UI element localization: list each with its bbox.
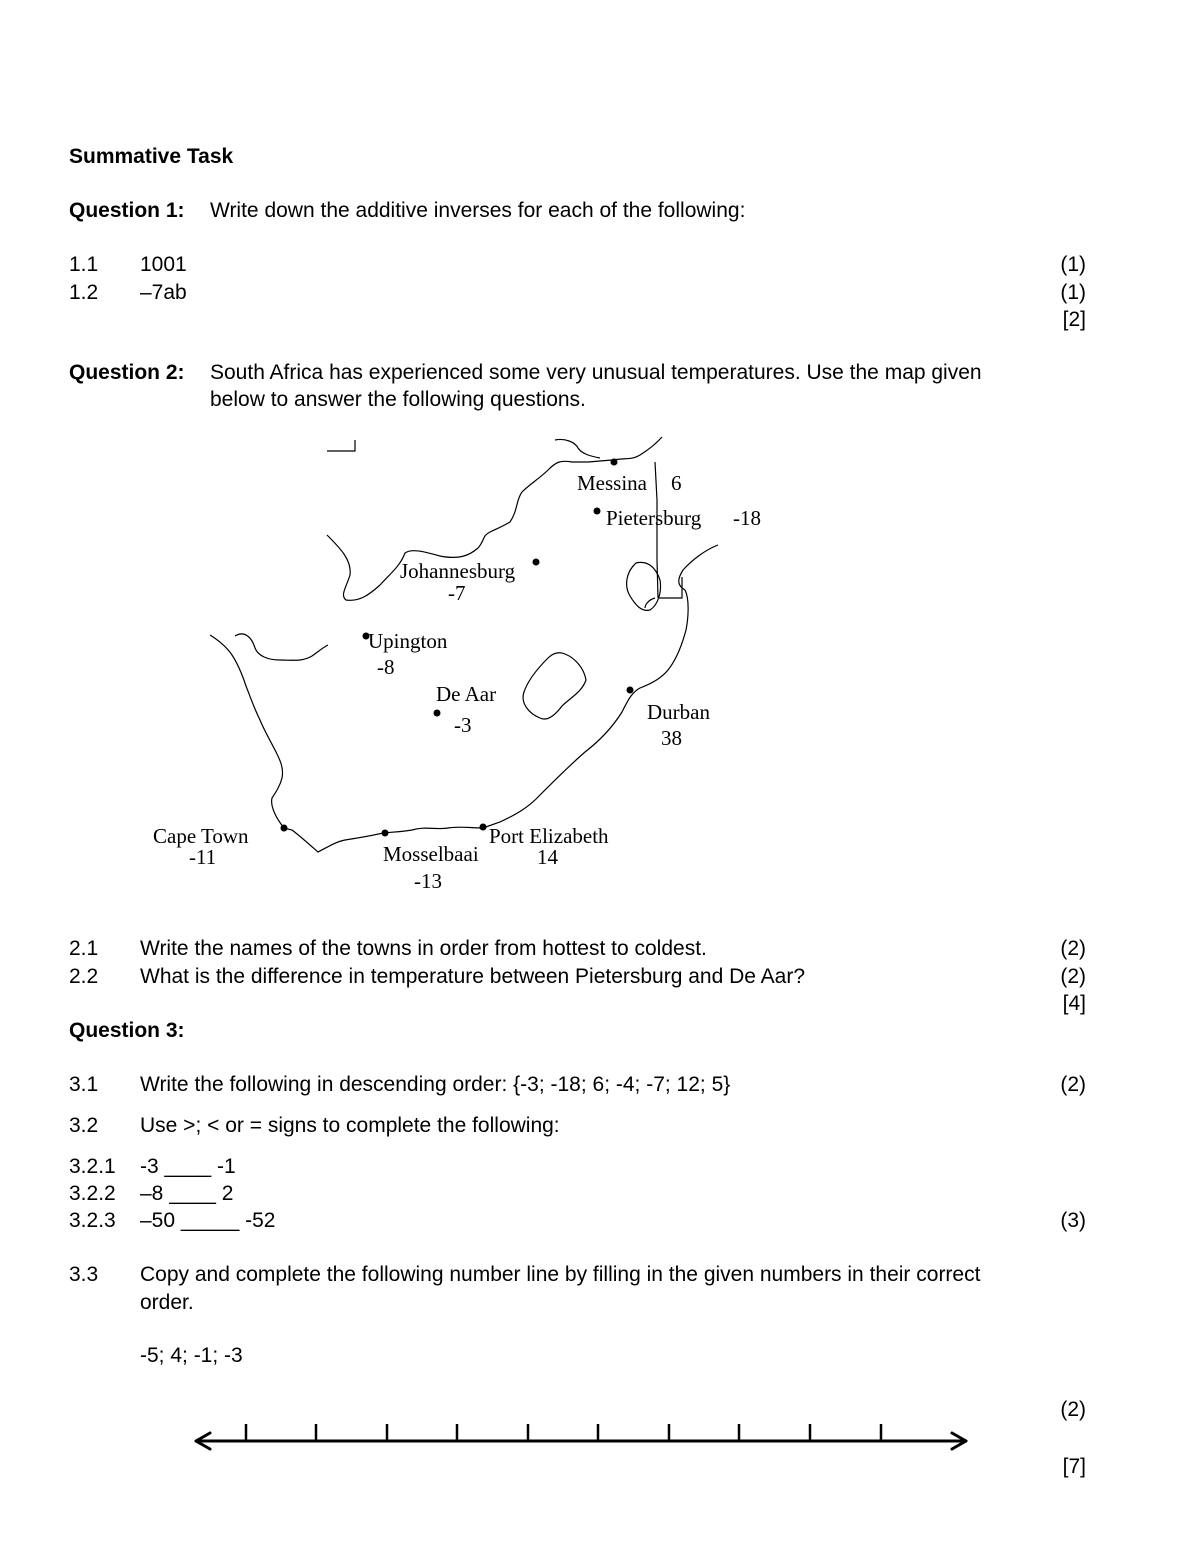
q2-item-1-text: Write the names of the towns in order from hottest to coldest. — [140, 937, 707, 960]
town-temp-cape-town: -11 — [189, 845, 217, 869]
q1-item-1-marks: (1) — [1060, 253, 1086, 276]
town-name-durban: Durban — [647, 700, 710, 724]
q1-text: Write down the additive inverses for each of the following: — [210, 199, 746, 222]
q3-sub-marks: (3) — [1060, 1209, 1086, 1232]
q3-item-1-marks: (2) — [1060, 1073, 1086, 1096]
town-temp-mosselbaai: -13 — [414, 869, 442, 893]
lesotho — [523, 653, 586, 719]
map-corner-mark — [327, 440, 355, 451]
q3-item-3-marks: (2) — [1060, 1398, 1086, 1421]
town-temp-upington: -8 — [377, 655, 395, 679]
q2-text-line2: below to answer the following questions. — [210, 388, 586, 411]
town-dot-messina — [611, 459, 618, 466]
q1-item-1-text: 1001 — [140, 253, 187, 276]
q2-item-1-marks: (2) — [1060, 937, 1086, 960]
town-dot-johannesburg — [533, 559, 540, 566]
town-name-pietersburg: Pietersburg — [606, 506, 702, 530]
q2-item-2-num: 2.2 — [69, 965, 99, 988]
q1-item-2-num: 1.2 — [69, 281, 99, 304]
q1-item-2-marks: (1) — [1060, 281, 1086, 304]
q3-sub-3-num: 3.2.3 — [69, 1209, 116, 1232]
town-dot-port-elizabeth — [480, 824, 487, 831]
town-name-de-aar: De Aar — [436, 682, 497, 706]
q3-item-1-num: 3.1 — [69, 1073, 99, 1096]
town-temp-messina: 6 — [671, 471, 682, 495]
page-title: Summative Task — [69, 145, 234, 168]
q3-item-3-text-line1: Copy and complete the following number line by filling in the given numbers in their correct — [140, 1263, 981, 1286]
town-name-upington: Upington — [368, 629, 448, 653]
q2-text-line1: South Africa has experienced some very unusual temperatures. Use the map given — [210, 361, 982, 384]
number-line-ticks — [246, 1424, 881, 1441]
town-temp-de-aar: -3 — [454, 713, 472, 737]
q1-label: Question 1: — [69, 199, 185, 222]
town-name-johannesburg: Johannesburg — [400, 559, 516, 583]
map-outline — [210, 437, 718, 852]
q1-item-1-num: 1.1 — [69, 253, 99, 276]
town-name-messina: Messina — [577, 471, 647, 495]
south-africa-map — [140, 430, 780, 900]
q3-sub-3-text: –50 _____ -52 — [140, 1209, 276, 1232]
q3-sub-1-text: -3 ____ -1 — [140, 1155, 236, 1178]
town-temp-durban: 38 — [661, 726, 682, 750]
q2-total: [4] — [1062, 992, 1086, 1015]
q2-item-2-text: What is the difference in temperature between Pietersburg and De Aar? — [140, 965, 805, 988]
town-name-mosselbaai: Mosselbaai — [383, 842, 479, 866]
swaziland — [627, 562, 661, 610]
town-temp-pietersburg: -18 — [733, 506, 761, 530]
town-dot-de-aar — [434, 710, 441, 717]
swazi-border — [645, 577, 682, 608]
q3-label: Question 3: — [69, 1019, 185, 1042]
q2-label: Question 2: — [69, 361, 185, 384]
limpopo — [555, 439, 600, 458]
q3-sub-1-num: 3.2.1 — [69, 1155, 116, 1178]
q1-total: [2] — [1062, 308, 1086, 331]
q2-item-2-marks: (2) — [1060, 965, 1086, 988]
town-temp-port-elizabeth: 14 — [537, 845, 558, 869]
q3-item-2-num: 3.2 — [69, 1114, 99, 1137]
orange-river — [235, 634, 328, 660]
town-name-port-elizabeth: Port Elizabeth — [489, 824, 609, 848]
q3-item-3-num: 3.3 — [69, 1263, 99, 1286]
town-name-cape-town: Cape Town — [153, 824, 249, 848]
q3-sub-2-text: –8 ____ 2 — [140, 1182, 234, 1205]
town-temp-johannesburg: -7 — [448, 581, 466, 605]
west-coast — [210, 635, 284, 828]
town-dot-durban — [627, 687, 634, 694]
q3-sub-2-num: 3.2.2 — [69, 1182, 116, 1205]
town-dot-pietersburg — [594, 508, 601, 515]
q3-item-3-text-line2: order. — [140, 1291, 194, 1314]
q3-item-2-text: Use >; < or = signs to complete the following: — [140, 1114, 560, 1137]
town-dot-cape-town — [281, 825, 288, 832]
q3-total: [7] — [1062, 1455, 1086, 1478]
east-coast — [483, 545, 718, 828]
q1-item-2-text: –7ab — [140, 281, 187, 304]
number-line — [185, 1418, 985, 1468]
east-border — [655, 462, 658, 598]
town-dots — [281, 459, 634, 837]
q3-item-1-text: Write the following in descending order: {-3; -18; 6; -4; -7; 12; 5} — [140, 1073, 731, 1096]
town-dot-mosselbaai — [382, 830, 389, 837]
q3-item-3-numbers: -5; 4; -1; -3 — [140, 1344, 243, 1367]
q2-item-1-num: 2.1 — [69, 937, 99, 960]
